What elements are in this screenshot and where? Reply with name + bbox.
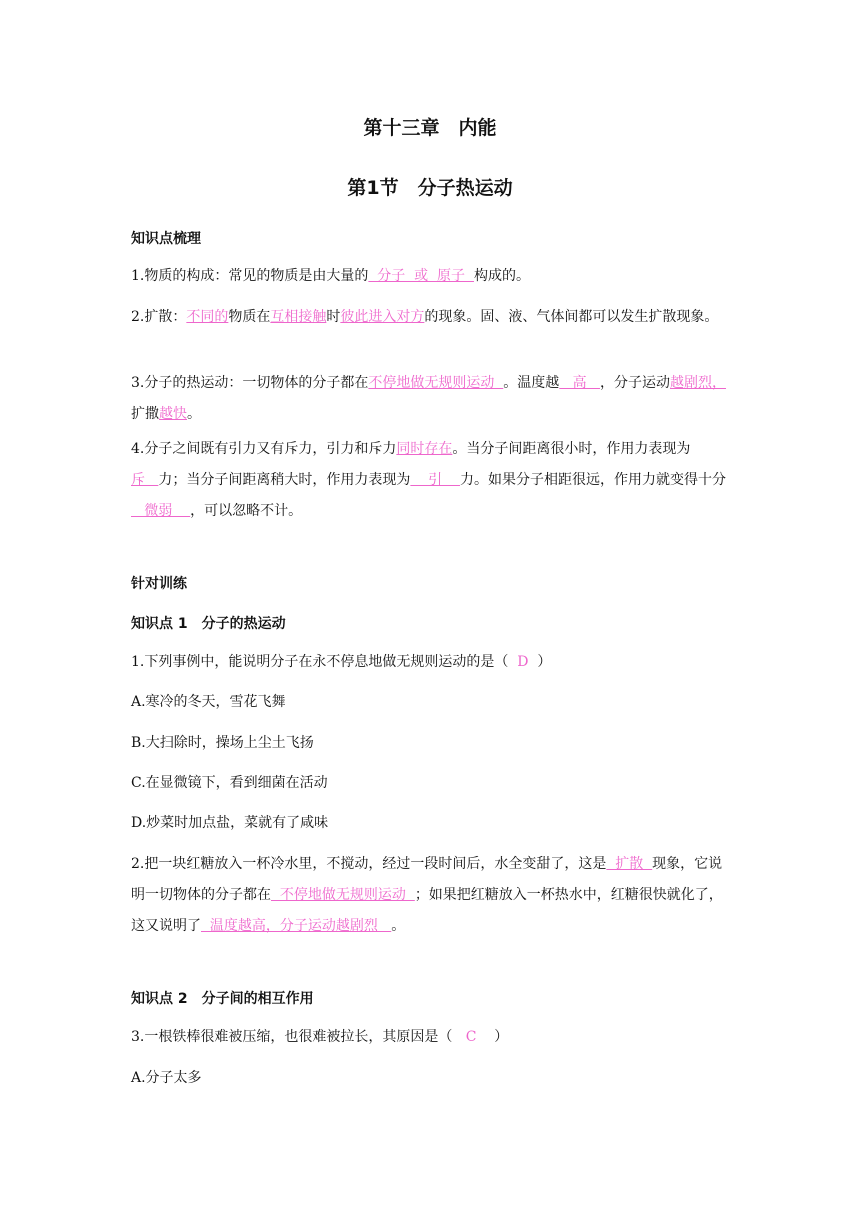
text: 构成的。 (473, 268, 530, 284)
question-3-option-a: A.分子太多 (131, 1070, 202, 1086)
answer-blank: 互相接触 (270, 309, 327, 325)
answer-blank: 彼此进入对方 (340, 309, 425, 325)
text: 4.分子之间既有引力又有斥力，引力和斥力 (131, 441, 397, 457)
text: ） (494, 1029, 509, 1045)
text: 物质在 (228, 309, 271, 325)
answer-blank: 越快 (159, 406, 187, 422)
answer: D (508, 654, 538, 670)
summary-heading: 知识点梳理 (131, 231, 201, 247)
answer-blank: 温度越高，分子运动越剧烈 (201, 918, 392, 934)
question-text: 3.一根铁棒很难被压缩，也很难被拉长，其原因是（ (131, 1029, 453, 1045)
question-1-option-b: B.大扫除时，操场上尘土飞扬 (131, 735, 314, 751)
text: ） (537, 654, 552, 670)
text: 力。如果分子相距很远，作用力就变得十分 (459, 472, 726, 488)
text: 。 (391, 918, 406, 934)
text: 。 (187, 406, 201, 422)
text: 时 (326, 309, 341, 325)
answer-blank: 微弱 (131, 503, 191, 519)
text: 现象，它说明一切物体的分子都在 (131, 856, 723, 903)
text: 力；当分子间距离稍大时，作用力表现为 (158, 472, 411, 488)
question-2 (131, 849, 731, 942)
text: 。当分子间距离很小时，作用力表现为 (452, 441, 691, 457)
answer: C (452, 1029, 495, 1045)
summary-paragraph-3 (131, 368, 731, 430)
answer-blank: 斥 (131, 472, 159, 488)
answer-blank: 高 (559, 375, 600, 391)
text: 2.把一块红糖放入一杯冷水里，不搅动，经过一段时间后，水全变甜了，这是 (131, 856, 607, 872)
text: ；如果把红糖放入一杯热水中，红糖很快就化了，这又说明了 (131, 887, 723, 934)
question-1-option-a: A.寒冷的冬天，雪花飞舞 (131, 694, 286, 710)
answer-blank: 分子 或 原子 (368, 268, 474, 284)
answer-blank: 不停地做无规则运动 (271, 887, 415, 903)
answer-blank: 越剧烈， (669, 375, 726, 391)
chapter-title: 第十三章 内能 (363, 117, 497, 139)
text: 。温度越 (503, 375, 560, 391)
question-1 (131, 647, 731, 678)
question-3 (131, 1022, 731, 1053)
summary-paragraph-4 (131, 434, 731, 527)
answer-blank: 不同的 (186, 309, 229, 325)
text: ，分子运动 (599, 375, 670, 391)
answer-blank: 扩散 (606, 856, 653, 872)
knowledge-point-2-heading: 知识点 2 分子间的相互作用 (131, 991, 314, 1007)
text: ，可以忽略不计。 (190, 503, 303, 519)
question-text: 1.下列事例中，能说明分子在永不停息地做无规则运动的是（ (131, 654, 509, 670)
section-title: 第1节 分子热运动 (347, 177, 513, 199)
text: 2.扩散： (131, 309, 187, 325)
summary-paragraph-2 (131, 302, 731, 333)
answer-blank: 引 (410, 472, 460, 488)
summary-paragraph-1 (131, 261, 731, 292)
knowledge-point-1-heading: 知识点 1 分子的热运动 (131, 616, 286, 632)
training-heading: 针对训练 (131, 576, 187, 592)
answer-blank: 不停地做无规则运动 (368, 375, 504, 391)
text: 的现象。固、液、气体间都可以发生扩散现象。 (424, 309, 719, 325)
text: 扩撒 (131, 406, 159, 422)
question-1-option-d: D.炒菜时加点盐，菜就有了咸味 (131, 815, 329, 831)
text: 3.分子的热运动：一切物体的分子都在 (131, 375, 369, 391)
text: 1.物质的构成：常见的物质是由大量的 (131, 268, 369, 284)
answer-blank: 同时存在 (396, 441, 453, 457)
question-1-option-c: C.在显微镜下，看到细菌在活动 (131, 775, 328, 791)
